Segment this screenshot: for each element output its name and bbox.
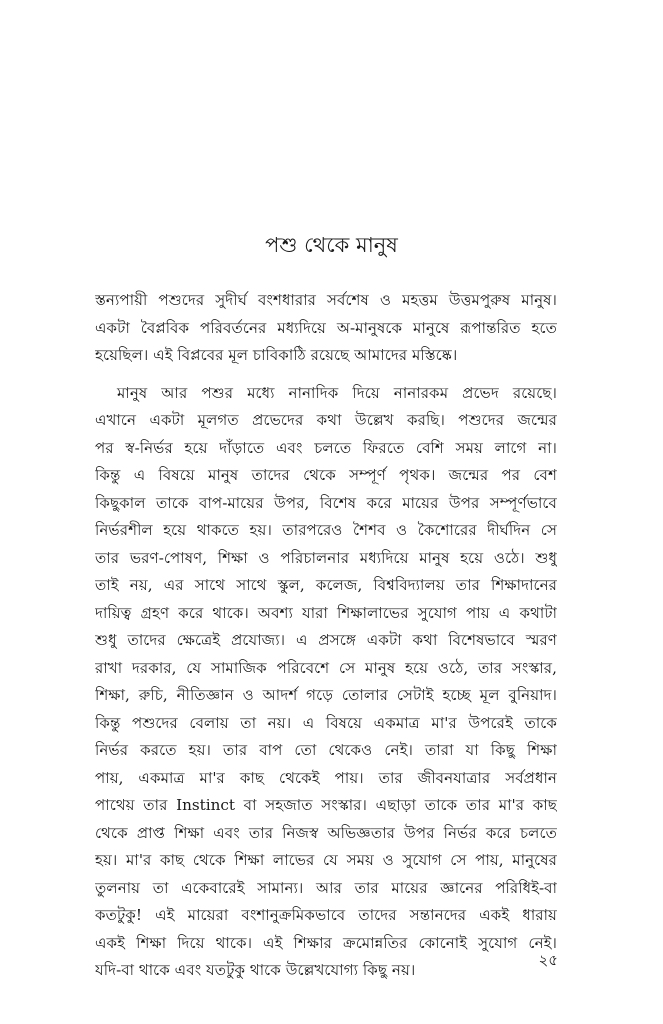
text-line: নির্ভরশীল হয়ে থাকতে হয়। তারপরেও শৈশব ও কৈশোরের দীর্ঘদিন সে <box>95 521 557 539</box>
text-line: কিন্তু এ বিষয়ে মানুষ তাদের থেকে সম্পূর্ণ পৃথক। জন্মের পর বেশ <box>95 466 557 484</box>
text-line: তার ভরণ-পোষণ, শিক্ষা ও পরিচালনার মধ্যদিয়ে মানুষ হয়ে ওঠে। শুধু <box>95 548 557 567</box>
text-line: যদি-বা থাকে এবং যতটুকু থাকে উল্লেখযোগ্য কিছু নয়। <box>95 961 416 979</box>
text-line: হয়। মা'র কাছ থেকে শিক্ষা লাভের যে সময় ও সুযোগ সে পায়, মানুষের <box>95 851 557 869</box>
paragraph-1 <box>95 287 557 370</box>
text-line: পাথেয় তার Instinct বা সহজাত সংস্কার। এছাড়া তাকে তার মা'র কাছ <box>95 796 557 814</box>
text-line: পর স্ব-নির্ভর হয়ে দাঁড়াতে এবং চলতে ফিরতে বেশি সময় লাগে না। <box>95 438 557 457</box>
text-line: দায়িত্ব গ্রহণ করে থাকে। অবশ্য যারা শিক্ষালাভের সুযোগ পায় এ কথাটা <box>95 603 557 622</box>
text-line: কিছুকাল তাকে বাপ-মায়ের উপর, বিশেষ করে মায়ের উপর সম্পূর্ণভাবে <box>95 493 557 512</box>
text-line: কতটুকু! এই মায়েরা বংশানুক্রমিকভাবে তাদের সন্তানদের একই ধারায় <box>95 906 557 924</box>
text-line: নির্ভর করতে হয়। তার বাপ তো থেকেও নেই। তারা যা কিছু শিক্ষা <box>95 741 557 759</box>
chapter-title: পশু থেকে মানুষ <box>265 233 398 257</box>
text-line: শিক্ষা, রুচি, নীতিজ্ঞান ও আদর্শ গড়ে তোলার সেটাই হচ্ছে মূল বুনিয়াদ। <box>95 686 557 704</box>
text-line: রাখা দরকার, যে সামাজিক পরিবেশে সে মানুষ হয়ে ওঠে, তার সংস্কার, <box>95 658 557 677</box>
page-number: ২৫ <box>538 951 558 969</box>
text-line: স্তন্যপায়ী পশুদের সুদীর্ঘ বংশধারার সর্বশেষ ও মহত্তম উত্তমপুরুষ মানুষ। <box>95 291 557 309</box>
text-line: থেকে প্রাপ্ত শিক্ষা এবং তার নিজস্ব অভিজ্ঞতার উপর নির্ভর করে চলতে <box>95 823 557 842</box>
text-line: তাই নয়, এর সাথে সাথে স্কুল, কলেজ, বিশ্ববিদ্যালয় তার শিক্ষাদানের <box>95 576 557 594</box>
text-line: এখানে একটা মূলগত প্রভেদের কথা উল্লেখ করছি। পশুদের জন্মের <box>95 411 557 429</box>
text-line: একই শিক্ষা দিয়ে থাকে। এই শিক্ষার ক্রমোন্নতির কোনোই সুযোগ নেই। <box>95 933 557 952</box>
text-line: হয়েছিল। এই বিপ্লবের মূল চাবিকাঠি রয়েছে আমাদের মস্তিষ্কে। <box>95 346 458 364</box>
text-line: কিন্তু পশুদের বেলায় তা নয়। এ বিষয়ে একমাত্র মা'র উপরেই তাকে <box>95 713 557 732</box>
text-line: মানুষ আর পশুর মধ্যে নানাদিক দিয়ে নানারকম প্রভেদ রয়েছে। <box>117 383 557 402</box>
paragraph-2 <box>95 380 557 985</box>
paragraph-gap <box>95 370 557 380</box>
body-text <box>95 287 557 985</box>
text-line: পায়, একমাত্র মা'র কাছ থেকেই পায়। তার জীবনযাত্রার সর্বপ্রধান <box>95 768 557 787</box>
text-line: শুধু তাদের ক্ষেত্রেই প্রযোজ্য। এ প্রসঙ্গে একটা কথা বিশেষভাবে স্মরণ <box>95 631 557 649</box>
text-line: একটা বৈপ্লবিক পরিবর্তনের মধ্যদিয়ে অ-মানুষকে মানুষে রূপান্তরিত হতে <box>95 318 557 337</box>
text-line: তুলনায় তা একেবারেই সামান্য। আর তার মায়ের জ্ঞানের পরিধিই-বা <box>95 878 557 897</box>
